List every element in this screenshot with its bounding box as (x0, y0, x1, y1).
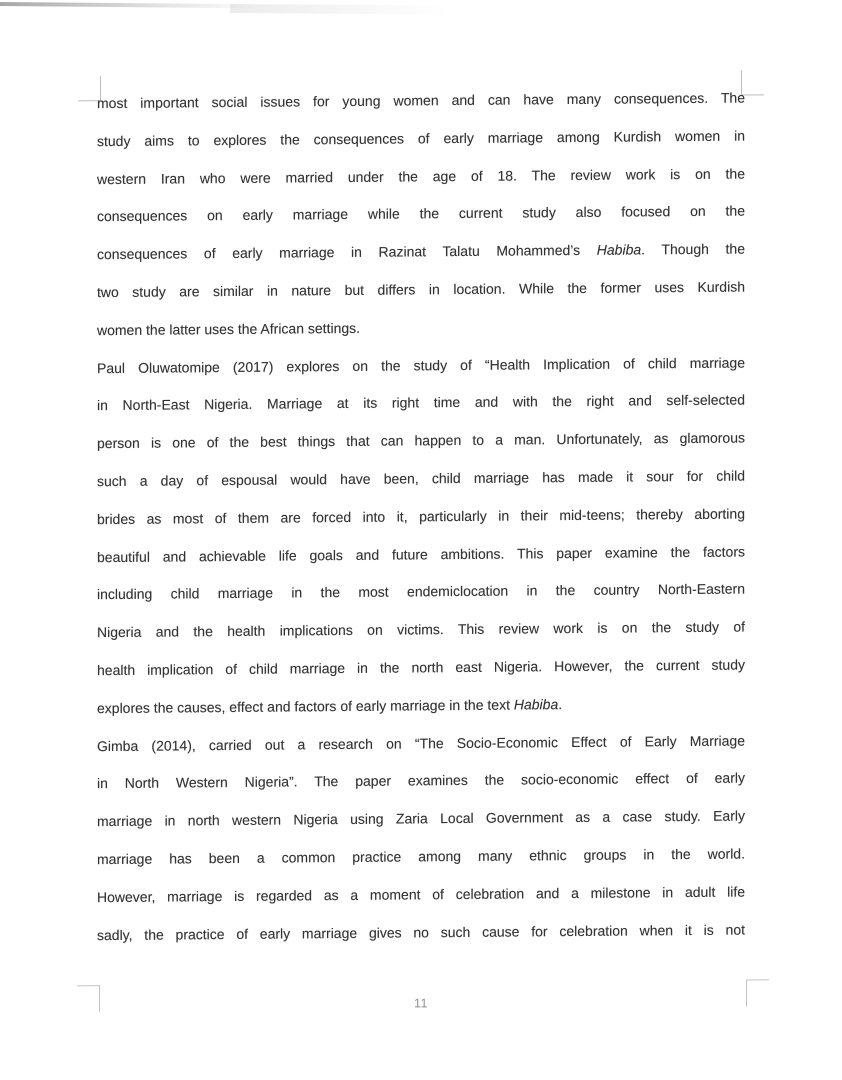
text-line: brides as most of them are forced into it, particularly in their mid-teens; thereby aborting (97, 505, 745, 527)
text-line: in North Western Nigeria”. The paper examines the socio-economic effect of early (97, 769, 745, 792)
paragraph-oluwatomipe-2017 (97, 344, 745, 728)
text-line: marriage has been a common practice among many ethnic groups in the world. (97, 845, 745, 868)
line-text: . (558, 695, 563, 712)
text-line: consequences on early marriage while the current study also focused on the (97, 202, 745, 225)
line-text: explores the causes, effect and factors of early marriage in the text (97, 696, 514, 716)
document-text (97, 79, 745, 954)
line-text: . Though the (641, 240, 745, 258)
book-title-italic: Habiba (596, 241, 642, 258)
text-line (97, 684, 745, 727)
text-line: most important social issues for young women and can have many consequences. The (97, 89, 745, 112)
text-line (97, 231, 745, 274)
book-title-italic: Habiba (513, 695, 559, 713)
text-line: two study are similar in nature but differs in location. While the former uses Kurdish (97, 278, 745, 301)
text-line: Nigeria and the health implications on victims. This review work is on the study of (97, 618, 745, 641)
text-line: health implication of child marriage in the north east Nigeria. However, the current study (97, 656, 745, 679)
text-line: sadly, the practice of early marriage gives no such cause for celebration when it is not (97, 921, 745, 943)
text-line: women the latter uses the African settings. (97, 319, 361, 338)
text-line: western Iran who were married under the age of 18. The review work is on the (97, 165, 745, 187)
paragraph-review-kurdish-study (97, 79, 745, 349)
text-line: study aims to explores the consequences of early marriage among Kurdish women in (97, 127, 745, 149)
text-line: in North-East Nigeria. Marriage at its right time and with the right and self-selected (97, 391, 745, 414)
text-line: beautiful and achievable life goals and future ambitions. This paper examine the factors (97, 543, 745, 565)
text-line: Paul Oluwatomipe (2017) explores on the study of “Health Implication of child marriage (97, 354, 745, 376)
text-line: However, marriage is regarded as a moment of celebration and a milestone in adult life (97, 883, 745, 905)
page-number: 11 (414, 996, 428, 1011)
text-line: including child marriage in the most endemiclocation in the country North-Eastern (97, 580, 745, 603)
text-line: marriage in north western Nigeria using Zaria Local Government as a case study. Early (97, 807, 745, 830)
paragraph-gimba-2014 (97, 722, 745, 954)
text-line: Gimba (2014), carried out a research on “The Socio-Economic Effect of Early Marriage (97, 732, 745, 754)
text-line: person is one of the best things that can happen to a man. Unfortunately, as glamorous (97, 429, 745, 452)
text-line: such a day of espousal would have been, child marriage has made it sour for child (97, 467, 745, 490)
line-text: consequences of early marriage in Razinat Talatu Mohammed’s (97, 241, 597, 263)
